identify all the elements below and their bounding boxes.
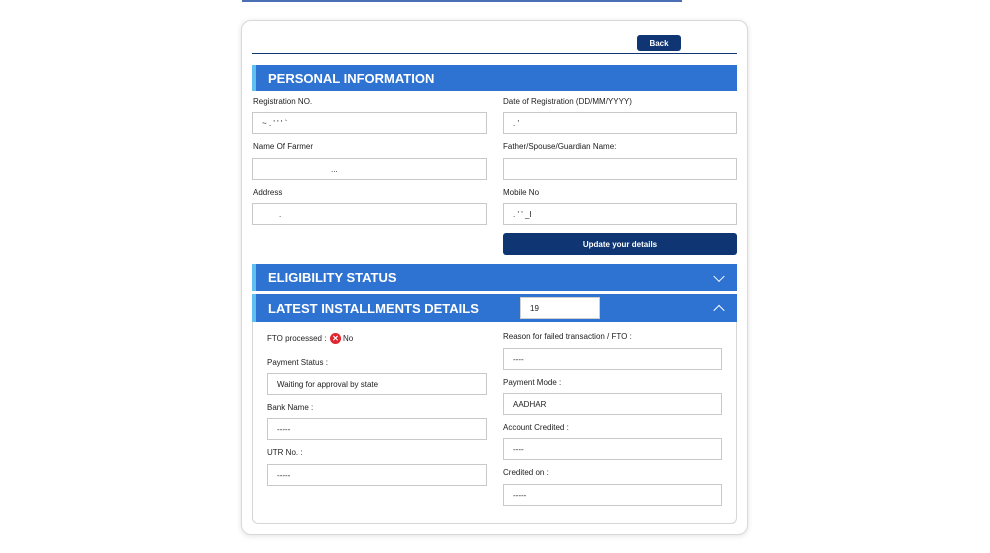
top-divider	[242, 0, 682, 2]
payment-mode-label: Payment Mode :	[503, 378, 562, 387]
utr-no-label: UTR No. :	[267, 448, 303, 457]
utr-no-field[interactable]: -----	[267, 464, 487, 486]
registration-no-field[interactable]: ~ . ' ' ' `	[252, 112, 487, 134]
payment-mode-field[interactable]: AADHAR	[503, 393, 722, 415]
latest-installments-header[interactable]	[252, 294, 737, 322]
credited-on-label: Credited on :	[503, 468, 549, 477]
personal-information-header	[252, 65, 737, 91]
chevron-up-icon[interactable]	[713, 305, 724, 316]
installment-select[interactable]: 19	[520, 297, 600, 319]
payment-status-label: Payment Status :	[267, 358, 328, 367]
registration-no-label: Registration NO.	[253, 97, 313, 106]
name-of-farmer-field[interactable]: ...	[252, 158, 487, 180]
name-of-farmer-label: Name Of Farmer	[253, 142, 314, 151]
date-of-registration-field[interactable]: . '	[503, 112, 737, 134]
guardian-name-label: Father/Spouse/Guardian Name:	[503, 142, 617, 151]
date-of-registration-label: Date of Registration (DD/MM/YYYY)	[503, 97, 632, 106]
eligibility-status-header[interactable]	[252, 264, 737, 291]
mobile-no-field[interactable]: . ' ' _I	[503, 203, 737, 225]
address-field[interactable]: .	[252, 203, 487, 225]
latest-installments-title: LATEST INSTALLMENTS DETAILS	[268, 300, 479, 316]
personal-information-title: PERSONAL INFORMATION	[268, 70, 435, 86]
account-credited-label: Account Credited :	[503, 423, 569, 432]
address-label: Address	[253, 188, 283, 197]
payment-status-field[interactable]: Waiting for approval by state	[267, 373, 487, 395]
guardian-name-field[interactable]	[503, 158, 737, 180]
header-divider	[252, 53, 737, 54]
fto-processed-label: FTO processed :	[267, 334, 327, 343]
bank-name-field[interactable]: -----	[267, 418, 487, 440]
back-button[interactable]: Back	[637, 35, 681, 51]
bank-name-label: Bank Name :	[267, 403, 314, 412]
eligibility-status-title: ELIGIBILITY STATUS	[268, 270, 397, 285]
update-details-button[interactable]: Update your details	[503, 233, 737, 255]
account-credited-field[interactable]: ----	[503, 438, 722, 460]
reason-failed-field[interactable]: ----	[503, 348, 722, 370]
reason-failed-label: Reason for failed transaction / FTO :	[503, 332, 632, 341]
chevron-down-icon[interactable]	[713, 270, 724, 281]
credited-on-field[interactable]: -----	[503, 484, 722, 506]
fto-processed-value: No	[343, 334, 354, 343]
x-circle-icon: ✕	[330, 333, 341, 344]
mobile-no-label: Mobile No	[503, 188, 540, 197]
